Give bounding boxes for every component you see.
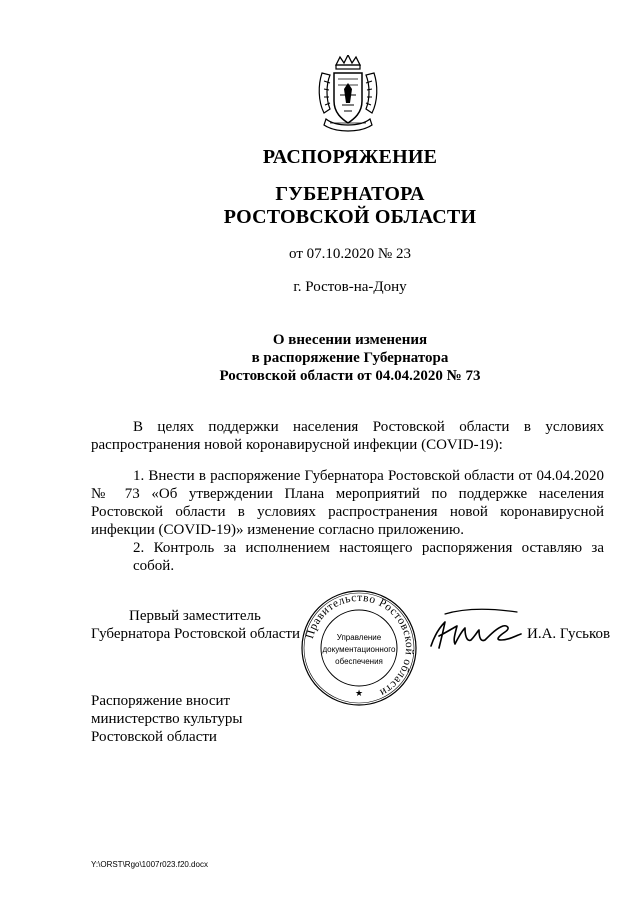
signer-title-line-2: Губернатора Ростовской области [91, 626, 301, 642]
item-2-paragraph [91, 539, 604, 575]
item-1-line-4: инфекции (COVID-19)» изменение согласно приложению. [91, 522, 464, 538]
subject-line-3: Ростовской области от 04.04.2020 № 73 [219, 368, 481, 384]
item-1-line-1: 1. Внести в распоряжение Губернатора Ростовской области от 04.04.2020 [133, 468, 604, 484]
subject-line-2: в распоряжение Губернатора [251, 350, 449, 366]
item-1-line-2: № 73 «Об утверждении Плана мероприятий по поддержке населения [91, 486, 604, 502]
stamp-inner-line-2: документационного [322, 645, 396, 654]
signer-name: И.А. Гуськов [527, 626, 611, 642]
submitted-by-line-2: министерство культуры [91, 711, 243, 727]
signer-title-line-1: Первый заместитель [129, 608, 261, 624]
item-2-line: 2. Контроль за исполнением настоящего распоряжения оставляю за собой. [133, 540, 604, 574]
subject-line-1: О внесении изменения [272, 332, 428, 348]
file-path-footer: Y:\ORST\Rgo\1007r023.f20.docx [91, 860, 208, 869]
handwritten-signature [425, 606, 525, 658]
item-1-line-3: Ростовской области в условиях распространения новой коронавирусной [91, 504, 604, 520]
stamp-star-icon: ★ [354, 688, 364, 698]
preamble-line-2: распространения новой коронавирусной инфекции (COVID-19): [91, 437, 503, 453]
stamp-inner-line-1: Управление [336, 633, 382, 642]
date-and-number: от 07.10.2020 № 23 [289, 246, 411, 262]
document-type-title: РАСПОРЯЖЕНИЕ [262, 146, 438, 168]
stamp-inner-line-3: обеспечения [335, 657, 383, 666]
official-stamp [299, 588, 419, 708]
submitted-by-line-1: Распоряжение вносит [91, 693, 231, 709]
preamble-line-1: В целях поддержки населения Ростовской области в условиях [133, 419, 604, 435]
issuer-line-1: ГУБЕРНАТОРА [275, 183, 425, 205]
coat-of-arms-icon [316, 55, 380, 135]
stamp-outer-text: Правительство Ростовской области [303, 591, 416, 699]
preamble-paragraph [91, 418, 604, 454]
submitted-by-line-3: Ростовской области [91, 729, 217, 745]
item-1-paragraph [91, 467, 604, 539]
city: г. Ростов-на-Дону [293, 279, 407, 295]
issuer-line-2: РОСТОВСКОЙ ОБЛАСТИ [223, 206, 477, 228]
